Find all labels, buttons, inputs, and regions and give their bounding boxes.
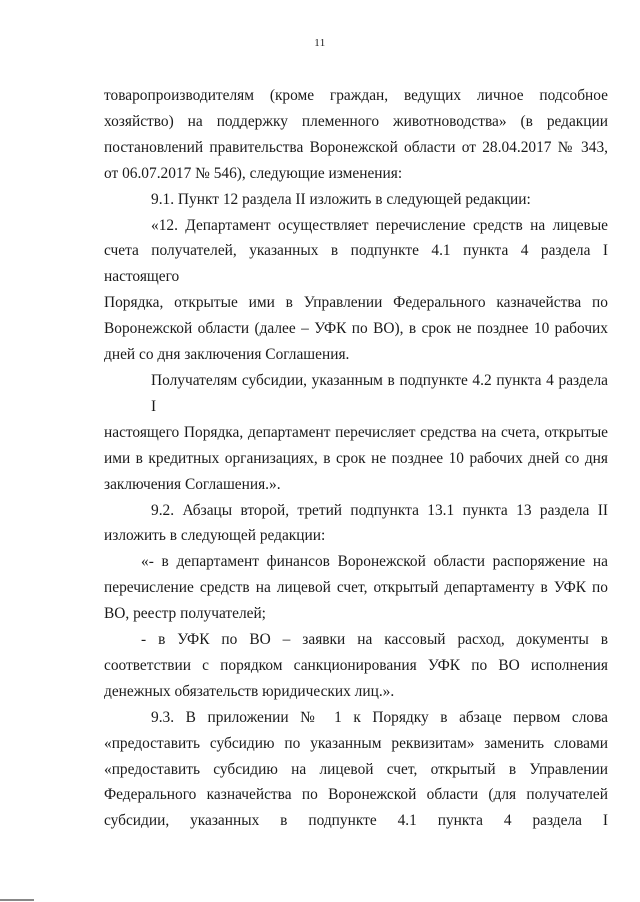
paragraph-9-1 xyxy=(104,187,608,213)
text-line: от 06.07.2017 № 546), следующие изменения: xyxy=(104,164,403,182)
text-line: Федерального казначейства по Воронежской области (для получателей xyxy=(104,786,608,804)
text-line: настоящего Порядка, департамент перечисляет средства на счета, открытые xyxy=(104,423,608,441)
text-line: изложить в следующей редакции: xyxy=(104,527,326,545)
text-line: ими в кредитных организациях, в срок не позднее 10 рабочих дней со дня xyxy=(104,449,608,467)
text-line: заключения Соглашения.». xyxy=(104,475,281,493)
text-line: хозяйство) на поддержку племенного животноводства» (в редакции xyxy=(104,112,608,130)
text-line: 9.1. Пункт 12 раздела II изложить в следующей редакции: xyxy=(151,190,531,208)
text-line: дней со дня заключения Соглашения. xyxy=(104,346,350,364)
text-line: Получателям субсидии, указанным в подпункте 4.2 пункта 4 раздела I xyxy=(151,371,608,415)
text-line: - в УФК по ВО – заявки на кассовый расход, документы в xyxy=(141,631,608,649)
text-line: Воронежской области (далее – УФК по ВО), в срок не позднее 10 рабочих xyxy=(104,320,608,338)
text-line: субсидии, указанных в подпункте 4.1 пункта 4 раздела I xyxy=(104,812,608,830)
paragraph-intro-continuation xyxy=(104,83,608,187)
text-line: 9.3. В приложении № 1 к Порядку в абзаце первом слова xyxy=(151,708,608,726)
scan-edge-mark xyxy=(0,899,34,901)
paragraph-recipients xyxy=(104,368,608,498)
text-line: перечисление средств на лицевой счет, открытый департаменту в УФК по xyxy=(104,579,608,597)
paragraph-9-2 xyxy=(104,498,608,550)
text-line: 9.2. Абзацы второй, третий подпункта 13.1 пункта 13 раздела II xyxy=(151,501,608,519)
paragraph-finance-department xyxy=(104,549,608,627)
text-line: «предоставить субсидию на лицевой счет, открытый в Управлении xyxy=(104,760,608,778)
text-line: ВО, реестр получателей; xyxy=(104,605,266,623)
paragraph-9-3 xyxy=(104,705,608,835)
paragraph-point-12 xyxy=(104,213,608,368)
document-body xyxy=(104,83,608,834)
text-line: товаропроизводителям (кроме граждан, ведущих личное подсобное xyxy=(104,87,608,104)
text-line: денежных обязательств юридических лиц.». xyxy=(104,682,395,700)
text-line: постановлений правительства Воронежской области от 28.04.2017 № 343, xyxy=(104,138,608,156)
text-line: «12. Департамент осуществляет перечисление средств на лицевые xyxy=(151,216,608,234)
page-number: 11 xyxy=(314,37,326,49)
text-line: «- в департамент финансов Воронежской области распоряжение на xyxy=(141,553,608,571)
paragraph-ufk xyxy=(104,627,608,705)
text-line: «предоставить субсидию по указанным реквизитам» заменить словами xyxy=(104,734,608,752)
text-line: соответствии с порядком санкционирования УФК по ВО исполнения xyxy=(104,656,608,674)
text-line: счета получателей, указанных в подпункте 4.1 пункта 4 раздела I настоящего xyxy=(104,242,608,286)
text-line: Порядка, открытые ими в Управлении Федерального казначейства по xyxy=(104,294,608,312)
